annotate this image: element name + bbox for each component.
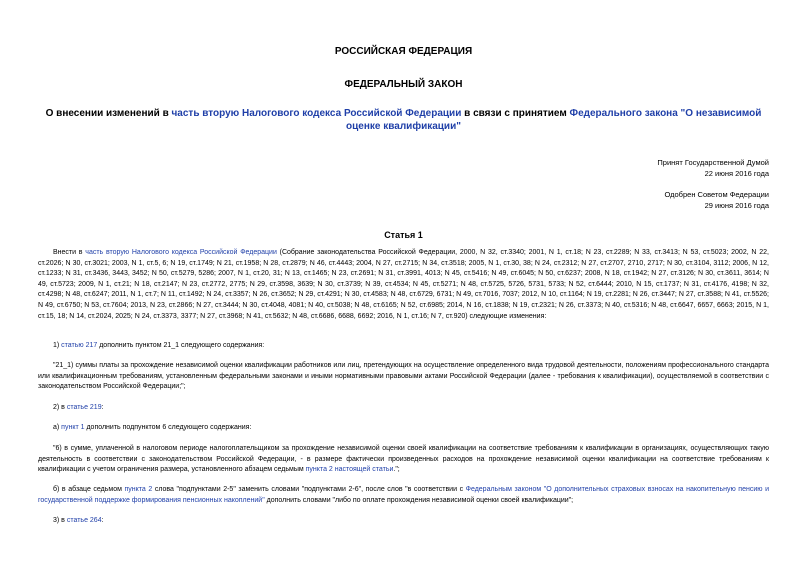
item-2-post: : xyxy=(101,404,104,411)
intro-pre: Внести в xyxy=(53,249,86,256)
accepted-block xyxy=(657,157,769,179)
item-b-mid: слова "подпунктами 2-5" заменить словами "подпунктами 2-6", после слов "в соответствии с xyxy=(152,486,466,493)
accepted-label: Принят Государственной Думой xyxy=(657,158,769,167)
item-b-paragraph xyxy=(38,485,769,506)
federation-heading: РОССИЙСКАЯ ФЕДЕРАЦИЯ xyxy=(334,46,473,57)
item-a-paragraph xyxy=(38,423,769,434)
intro-text: (Собрание законодательства Российской Федерации, 2000, N 32, ст.3340; 2001, N 1, ст.18; N 23, ст.2289; N 33, ст.3413; N 53, ст.5023; 2002, N 22, ст.2026; N 30, ст.3021; 2003, N 1, ст.5, 6; N 19, ст.1749; N 21, ст.1958; N 28, ст.2879; N 46, ст.4443; 2004, N 27, ст.2715; N 34, ст.3518; 2005, N 1, ст.30, 38; N 24, ст.2312; N 27, ст.2707, 2710, 2717; N 30, ст.3104, 3112; 2006, N 12, ст.1233; N 31, ст.3436, 3443, 3452; N 50, ст.5279, 5286; 2007, N 1, ст.20, 31; N 13, ст.1465; N 23, ст.2691; N 31, ст.3991, 4013; N 45, ст.5416; N 49, ст.6045; N 50, ст.6237; 2008, N 18, ст.1942; N 27, ст.3126; N 30, ст.3611, 3614; N 49, ст.5723; 2009, N 1, ст.21; N 18, ст.2147; N 23, ст.2772, 2775; N 29, ст.3598, 3639; N 30, ст.3739; N 39, ст.4534; N 45, ст.5271; N 48, ст.5725, 5726, 5731, 5733; N 52, ст.6444; 2010, N 15, ст.1737; N 31, ст.4176, 4198; N 32, ст.4298; N 48, ст.6247; 2011, N 1, ст.7; N 11, ст.1492; N 24, ст.3357; N 26, ст.3652; N 29, ст.4291; N 30, ст.4583; N 48, ст.6729, 6731; N 49, ст.7016, 7037; 2012, N 10, ст.1164; N 19, ст.2281; N 26, ст.3447; N 27, ст.3588; N 41, ст.5526; N 49, ст.6750; N 53, ст.7604; 2013, N 23, ст.2866; N 27, ст.3444; N 30, ст.4048, 4081; N 40, ст.5038; N 48, ст.6165; N 52, ст.6985; 2014, N 16, ст.1838; N 19, ст.2321; N 26, ст.3373; N 40, ст.5316; N 48, ст.6647, 6657, 6663; 2015, N 1, ст.15, 18; N 14, ст.2024, 2025; N 24, ст.3373, 3377; N 27, ст.3968; N 41, ст.5632; N 48, ст.6686, 6688, 6692; 2016, N 1, ст.16; N 7, ст.920) следующие изменения: xyxy=(38,249,769,320)
item-1-paragraph xyxy=(38,341,769,352)
item-b-end: дополнить словами "либо по оплате прохождения независимой оценки своей квалификации"; xyxy=(264,496,574,504)
title-text-2: в связи с принятием xyxy=(461,108,570,119)
title-link-tax-code[interactable]: часть вторую Налогового кодекса Российской Федерации xyxy=(171,108,462,119)
item-6-link-point-2[interactable]: пункта 2 настоящей статьи xyxy=(305,466,394,474)
item-b-link-point-2[interactable]: пункта 2 xyxy=(124,486,153,493)
approved-label: Одобрен Советом Федерации xyxy=(664,190,769,199)
law-title xyxy=(40,107,767,133)
item-3-paragraph xyxy=(38,516,769,527)
item-2-paragraph xyxy=(38,403,769,414)
item-21-1-paragraph: "21_1) суммы платы за прохождение независимой оценки квалификации работников или лиц, претендующих на осуществление определенного вида трудовой деятельности, положениям профессионального стандарта или квалификационным требованиям, установленным федеральными законами и иными нормативными правовыми актами Российской Федерации (далее - требования к квалификации), осуществляемой в соответствии с законодательством Российской Федерации;"; xyxy=(38,362,769,391)
item-6-paragraph xyxy=(38,444,769,476)
title-text-1: О внесении изменений в xyxy=(45,108,172,119)
intro-link-tax-code[interactable]: часть вторую Налогового кодекса Российской Федерации xyxy=(85,249,277,256)
article-heading: Статья 1 xyxy=(384,230,423,240)
item-a-text: дополнить подпунктом 6 следующего содержания: xyxy=(84,424,252,431)
intro-paragraph xyxy=(38,248,769,322)
item-2-link-article-219[interactable]: статье 219 xyxy=(66,404,102,411)
item-2-pre: 2) в xyxy=(53,404,67,411)
item-a-link-point-1[interactable]: пункт 1 xyxy=(61,424,85,431)
title-link-federal-law[interactable]: Федерального закона "О независимой оценке квалификации" xyxy=(346,108,762,132)
item-1-text: дополнить пунктом 21_1 следующего содержания: xyxy=(97,342,265,349)
item-6-text: "6) в сумме, уплаченной в налоговом периоде налогоплательщиком за прохождение независимой оценки своей квалификации на соответствие требованиям к квалификации в организациях, осуществляющих такую деятельность в соответствии с законодательством Российской Федерации, - в размере фактически произведенных расходов на прохождение независимой оценки квалификации на соответствие требованиям к квалификации с учетом ограничения размера, установленного абзацем седьмым xyxy=(38,445,769,474)
law-type-heading: ФЕДЕРАЛЬНЫЙ ЗАКОН xyxy=(344,79,463,90)
approved-block xyxy=(664,189,769,211)
item-6-end: ."; xyxy=(393,466,400,474)
item-1-link-article-217[interactable]: статью 217 xyxy=(61,342,98,349)
item-1-pre: 1) xyxy=(53,342,62,349)
accepted-date: 22 июня 2016 года xyxy=(704,169,769,178)
item-a-pre: а) xyxy=(53,424,62,431)
item-3-post: : xyxy=(101,517,104,524)
item-b-pre: б) в абзаце седьмом xyxy=(53,486,125,493)
item-b-link-federal-law[interactable]: Федеральным законом "О дополнительных страховых взносах на накопительную пенсию и государственной поддержке формирования пенсионных накоплений" xyxy=(38,486,769,504)
item-3-pre: 3) в xyxy=(53,517,67,524)
item-3-link-article-264[interactable]: статье 264 xyxy=(66,517,102,524)
approved-date: 29 июня 2016 года xyxy=(704,201,769,210)
